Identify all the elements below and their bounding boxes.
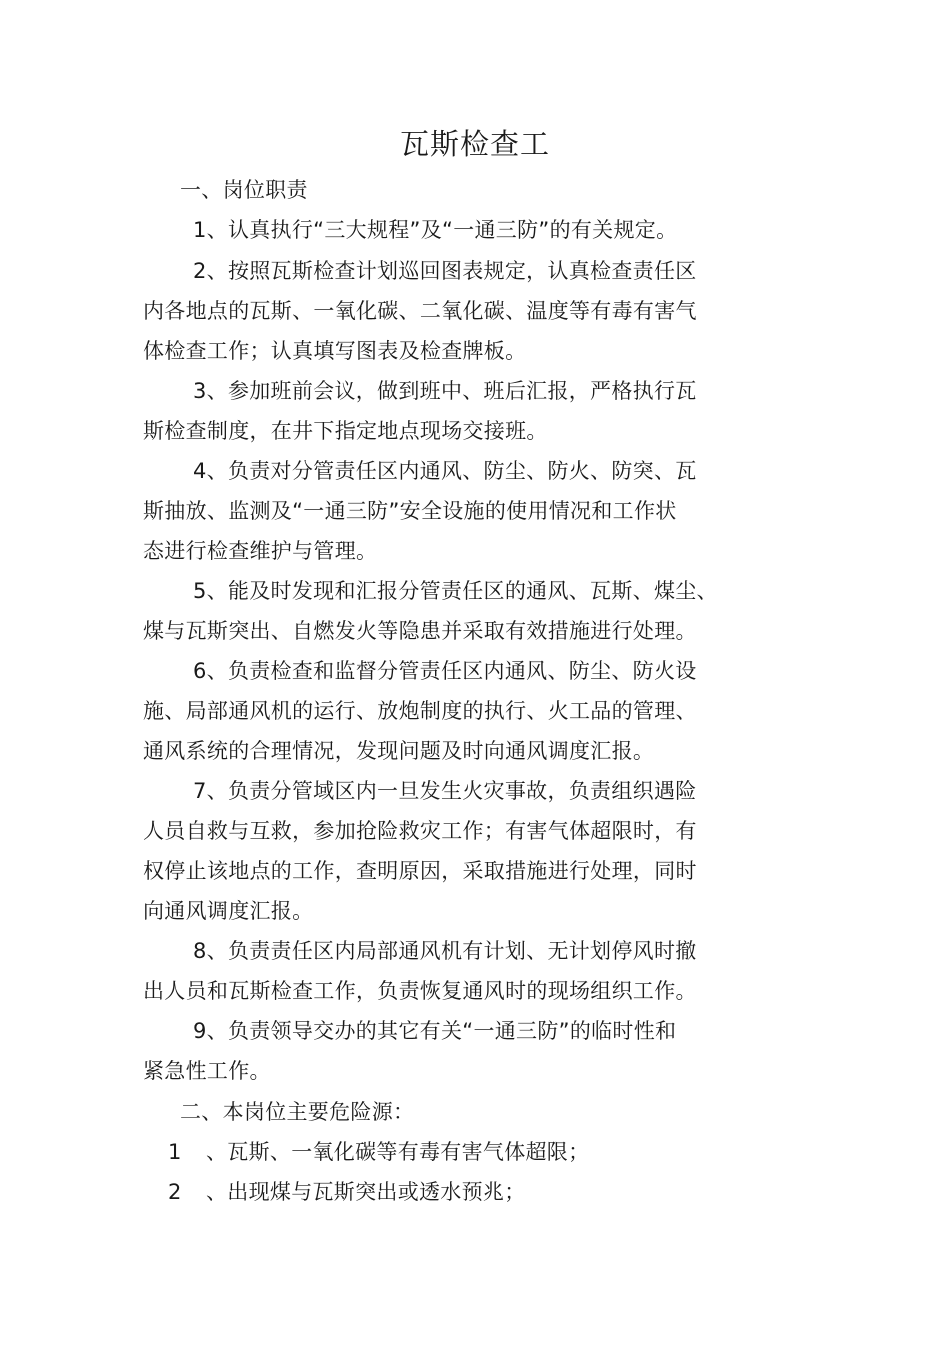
duty-line: 5、能及时发现和汇报分管责任区的通风、瓦斯、煤尘、 <box>193 579 718 603</box>
duty-line: 紧急性工作。 <box>143 1059 271 1083</box>
hazard-item-number: 1 <box>168 1140 182 1164</box>
duty-line: 7、负责分管域区内一旦发生火灾事故，负责组织遇险 <box>193 779 697 803</box>
duty-line: 体检查工作；认真填写图表及检查牌板。 <box>143 339 527 363</box>
duty-line: 施、局部通风机的运行、放炮制度的执行、火工品的管理、 <box>143 699 697 723</box>
duty-line: 9、负责领导交办的其它有关“一通三防”的临时性和 <box>193 1019 677 1043</box>
duty-line: 1、认真执行“三大规程”及“一通三防”的有关规定。 <box>193 218 678 242</box>
hazard-item-text: 、瓦斯、一氧化碳等有毒有害气体超限； <box>206 1140 590 1164</box>
duty-line: 斯抽放、监测及“一通三防”安全设施的使用情况和工作状 <box>143 499 677 523</box>
duty-line: 出人员和瓦斯检查工作，负责恢复通风时的现场组织工作。 <box>143 979 697 1003</box>
duty-line: 通风系统的合理情况，发现问题及时向通风调度汇报。 <box>143 739 655 763</box>
document-title: 瓦斯检查工 <box>399 127 550 161</box>
duty-line: 煤与瓦斯突出、自燃发火等隐患并采取有效措施进行处理。 <box>143 619 697 643</box>
hazard-item <box>168 1137 589 1167</box>
duty-line: 人员自救与互救，参加抢险救灾工作；有害气体超限时，有 <box>143 819 697 843</box>
duty-line: 向通风调度汇报。 <box>143 899 314 923</box>
duty-line: 6、负责检查和监督分管责任区内通风、防尘、防火设 <box>193 659 697 683</box>
duty-line: 8、负责责任区内局部通风机有计划、无计划停风时撤 <box>193 939 697 963</box>
duty-line: 2、按照瓦斯检查计划巡回图表规定，认真检查责任区 <box>193 259 697 283</box>
hazard-item <box>168 1177 526 1207</box>
section-heading-duties: 一、岗位职责 <box>180 178 308 202</box>
hazard-item-text: 、出现煤与瓦斯突出或透水预兆； <box>206 1180 526 1204</box>
hazard-item-number: 2 <box>168 1180 182 1204</box>
duty-line: 4、负责对分管责任区内通风、防尘、防火、防突、瓦 <box>193 459 697 483</box>
duty-line: 权停止该地点的工作，查明原因，采取措施进行处理，同时 <box>143 859 697 883</box>
section-heading-hazards: 二、本岗位主要危险源： <box>180 1100 415 1124</box>
duty-line: 斯检查制度，在井下指定地点现场交接班。 <box>143 419 548 443</box>
duty-line: 内各地点的瓦斯、一氧化碳、二氧化碳、温度等有毒有害气 <box>143 299 697 323</box>
duty-line: 3、参加班前会议，做到班中、班后汇报，严格执行瓦 <box>193 379 697 403</box>
duty-line: 态进行检查维护与管理。 <box>143 539 378 563</box>
